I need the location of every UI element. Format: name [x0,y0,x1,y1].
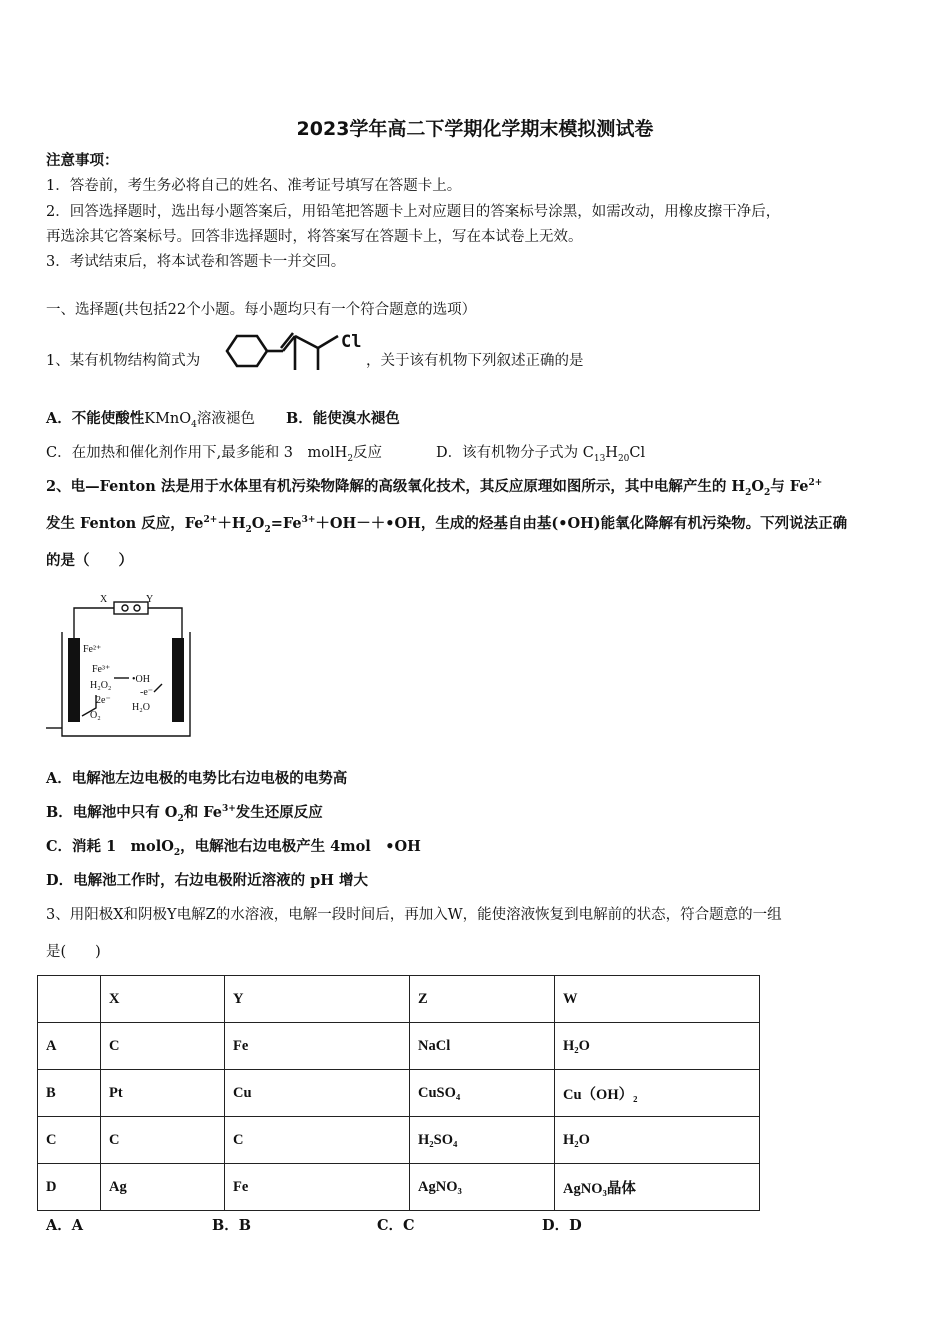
label-fe2: Fe²⁺ [83,644,102,655]
q2-option-b: B．电解池中只有 $O_2$和 $Fe^{3+}$发生还原反应 [46,804,323,824]
q2-option-c: C．消耗 1 molO$_2$，电解池右边电极产生 4mol •OH [46,838,421,858]
q1-stem-prefix: 1、某有机物结构简式为 [46,353,201,369]
electrolysis-cell-diagram [44,590,194,740]
table-cell: CuSO₄ [410,1070,555,1117]
table-cell: C [101,1023,225,1070]
label-oh: •OH [132,674,150,685]
table-cell: H₂SO₄ [410,1117,555,1164]
notice-item: 再选涂其它答案标号。回答非选择题时，将答案写在答题卡上，写在本试卷上无效。 [46,229,583,245]
table-cell: C [225,1117,410,1164]
page-title: 2023学年高二下学期化学期末模拟测试卷 [296,118,654,140]
table-cell: B [38,1070,101,1117]
label-x: X [100,594,108,605]
q1-option-d: D．该有机物分子式为 $C_{13}H_{20}Cl$ [436,445,646,464]
q2-option-a: A．电解池左边电极的电势比右边电极的电势高 [46,770,348,787]
table-cell: C [38,1117,101,1164]
table-cell: AgNO₃ [410,1164,555,1211]
table-row [38,1117,760,1164]
label-fe3: Fe³⁺ [92,664,111,675]
q3-answer-c: C．C [377,1217,415,1234]
table-header-row [38,976,760,1023]
table-cell: H₂O [555,1117,760,1164]
table-header-cell: X [101,976,225,1023]
q2-stem-line2: 发生 Fenton 反应，$Fe^{2+}+H_2O_2=Fe^{3+}+OH-+•OH$，生成的烃基自由基(•OH)能氧化降解有机污染物。下列说法正确 [46,515,848,535]
table-cell: Pt [101,1070,225,1117]
notice-item: 3．考试结束后，将本试卷和答题卡一并交回。 [46,254,346,270]
label-h2o2: H₂O₂ [90,680,112,691]
section-heading: 一、选择题(共包括22个小题。每小题均只有一个符合题意的选项） [46,302,477,318]
table-cell: C [101,1117,225,1164]
notice-item: 1．答卷前，考生务必将自己的姓名、准考证号填写在答题卡上。 [46,178,462,194]
q2-option-d: D．电解池工作时，右边电极附近溶液的 pH 增大 [46,872,369,889]
notice-item: 2．回答选择题时，选出每小题答案后，用铅笔把答题卡上对应题目的答案标号涂黑，如需改动，用橡皮擦干净后， [46,204,781,220]
table-cell: H₂O [555,1023,760,1070]
table-row [38,1070,760,1117]
q2-stem-line1: 2、电—Fenton 法是用于水体里有机污染物降解的高级氧化技术，其反应原理如图所示，其中电解产生的 $H_2O_2$与 $Fe^{2+}$ [46,478,823,498]
left-electrode [68,638,80,722]
q3-stem-line2: 是( ) [46,944,101,960]
table-cell: D [38,1164,101,1211]
q1-structure-formula [223,328,373,376]
q3-answer-a: A．A [46,1217,84,1234]
q1-option-a: A．不能使酸性KMnO$_4$溶液褪色 [46,410,255,430]
q1-option-c: C．在加热和催化剂作用下,最多能和 3 molH$_2$反应 [46,445,383,464]
right-electrode [172,638,184,722]
q2-stem-line3: 的是（ ） [46,552,133,569]
table-cell: Ag [101,1164,225,1211]
table-header-cell: W [555,976,760,1023]
q3-answer-b: B．B [212,1217,252,1234]
table-header-cell: Y [225,976,410,1023]
label-h2o: H₂O [132,702,150,713]
table-cell: Cu [225,1070,410,1117]
table-cell: A [38,1023,101,1070]
q3-answer-d: D．D [542,1217,582,1234]
table-cell: AgNO₃晶体 [555,1164,760,1211]
table-row [38,1164,760,1211]
label-2e: 2e⁻ [96,695,111,706]
q1-option-b: B．能使溴水褪色 [286,410,400,427]
q3-table [37,975,760,1211]
table-cell: Fe [225,1023,410,1070]
table-cell: NaCl [410,1023,555,1070]
label-y: Y [146,594,154,605]
table-cell: Cu（OH）₂ [555,1070,760,1117]
label-o2: O₂ [90,710,101,721]
table-row [38,1023,760,1070]
structure-label: Cl [341,332,362,352]
table-header-cell [38,976,101,1023]
table-header-cell: Z [410,976,555,1023]
q3-stem-line1: 3、用阳极X和阴极Y电解Z的水溶液，电解一段时间后，再加入W，能使溶液恢复到电解前的状态，符合题意的一组 [46,907,782,923]
label-e: -e⁻ [140,687,154,698]
table-cell: Fe [225,1164,410,1211]
notice-heading: 注意事项： [46,152,119,169]
q1-stem-suffix: ，关于该有机物下列叙述正确的是 [366,353,584,369]
